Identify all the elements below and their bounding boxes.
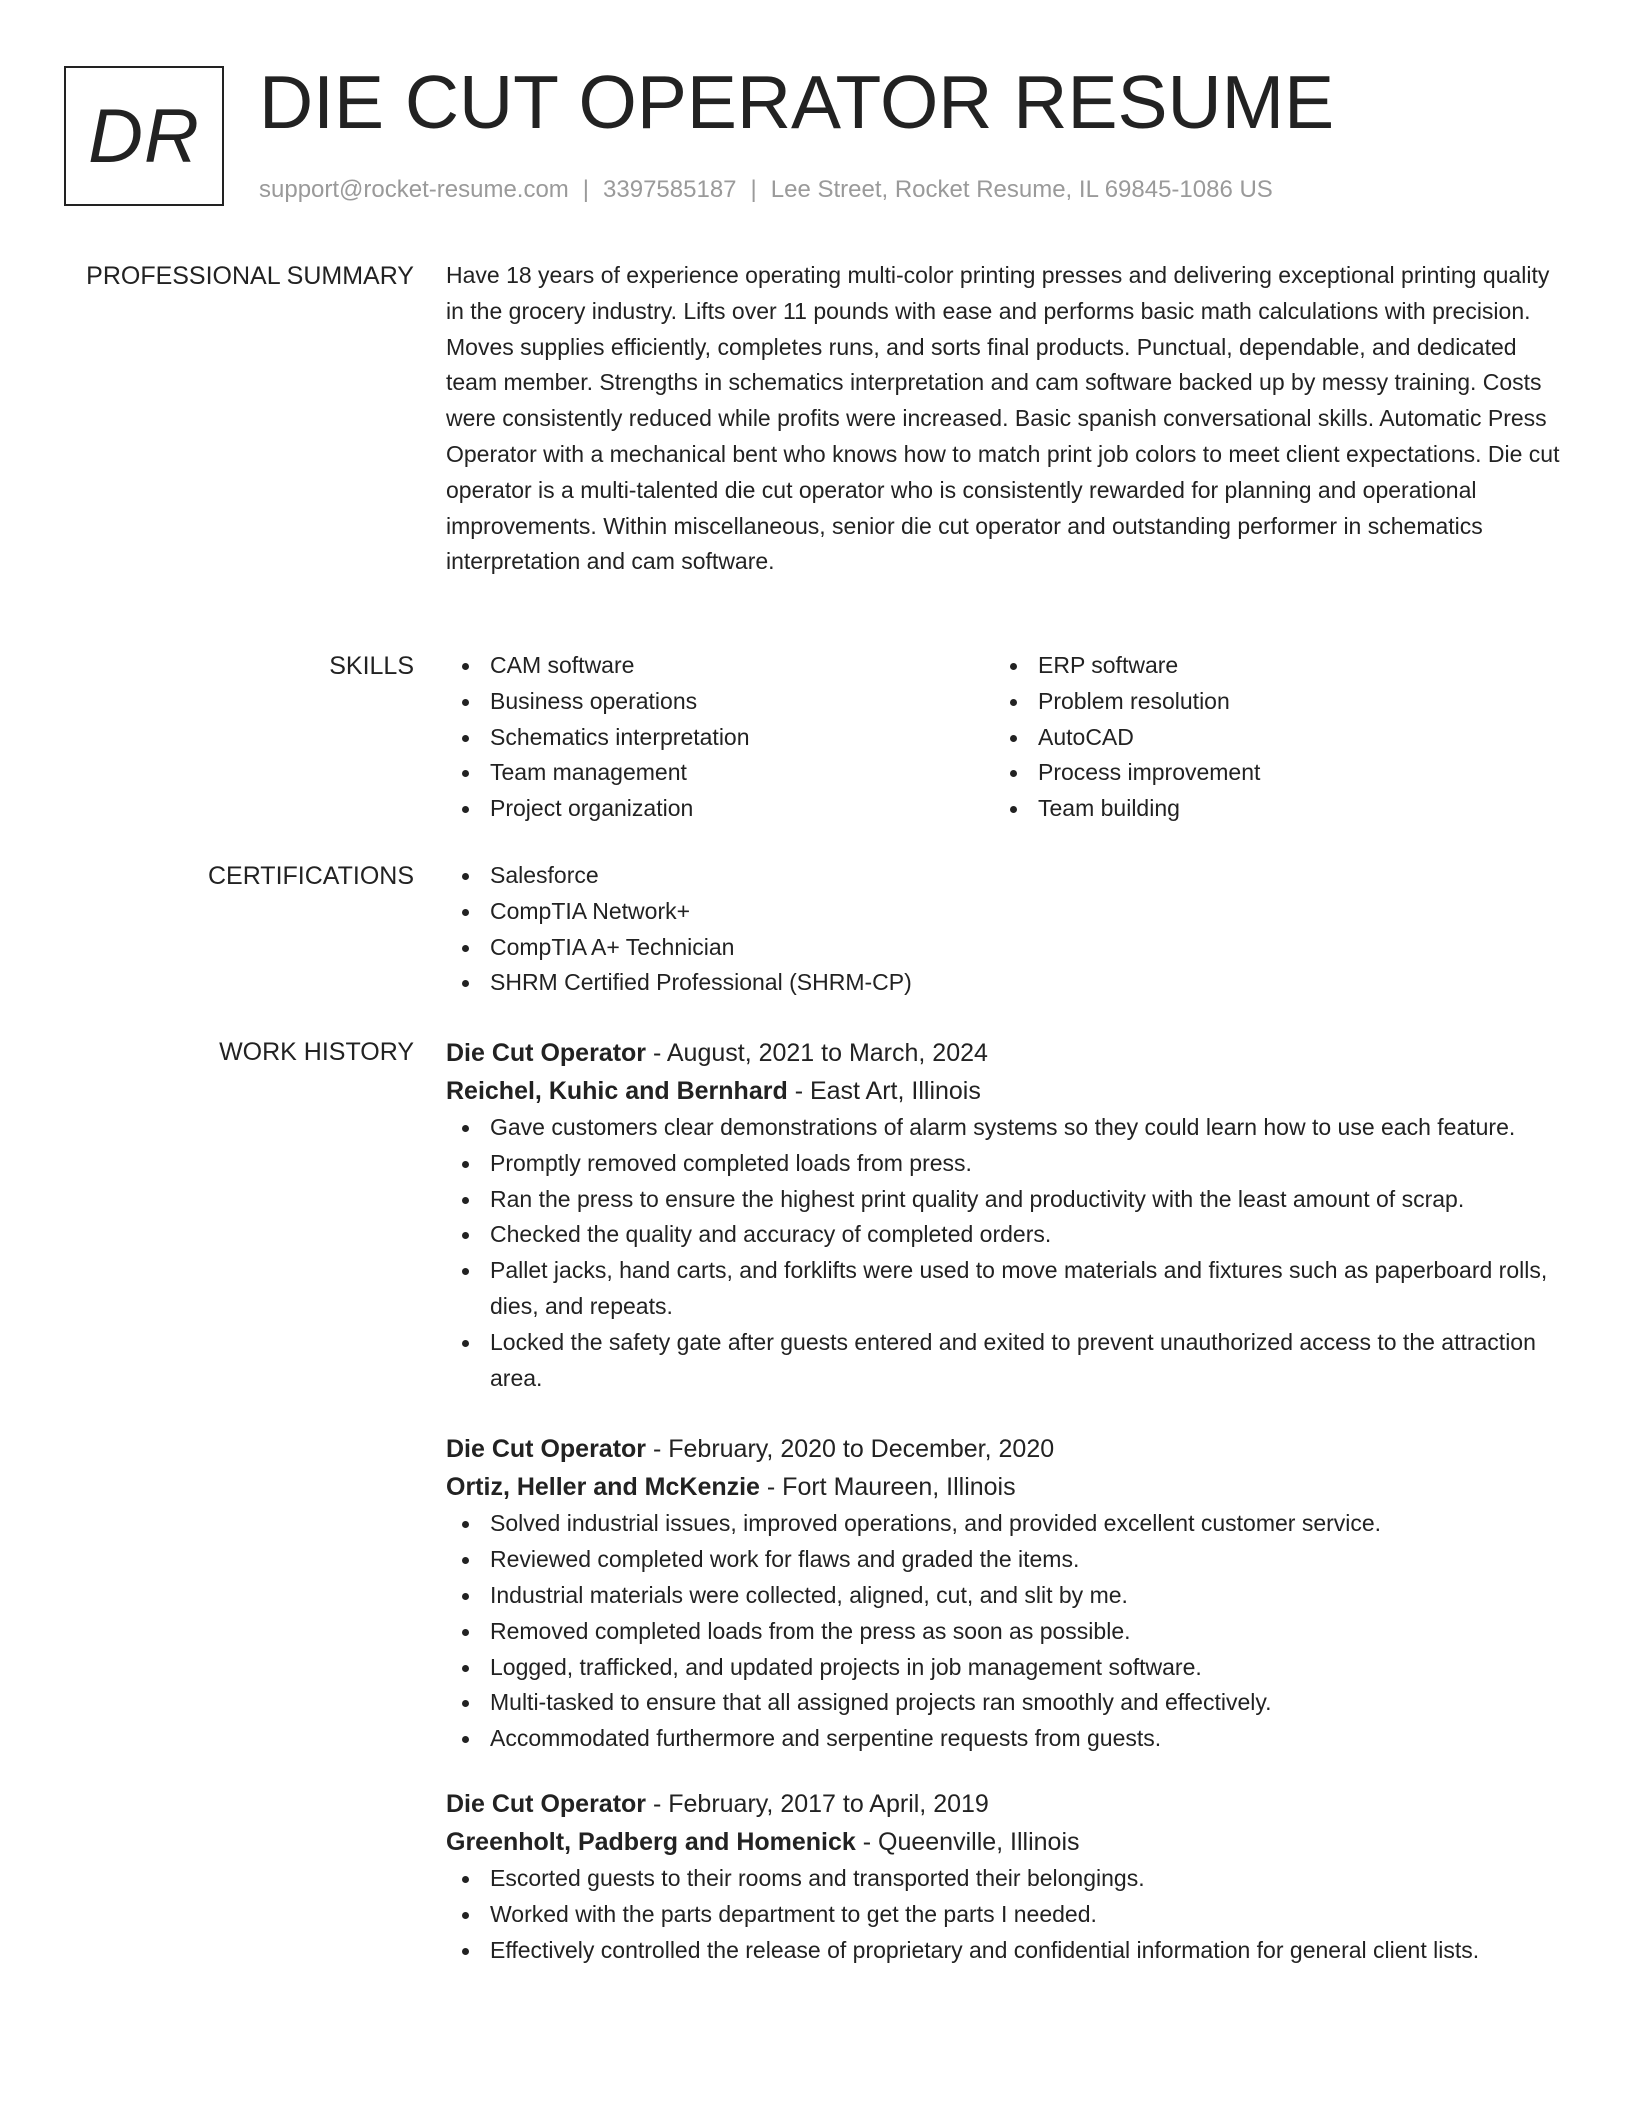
job-title-line — [446, 1034, 1566, 1072]
skill-item: Project organization — [446, 791, 994, 827]
certifications-body — [446, 858, 1566, 1001]
job-bullets — [446, 1506, 1566, 1757]
job-bullets — [446, 1110, 1566, 1396]
certification-item: Salesforce — [446, 858, 1566, 894]
skill-item: Team management — [446, 755, 994, 791]
skill-item: Team building — [994, 791, 1542, 827]
job-entry — [446, 1034, 1566, 1396]
job-location: - East Art, Illinois — [787, 1077, 981, 1105]
job-bullet: Removed completed loads from the press as soon as possible. — [446, 1614, 1566, 1650]
certifications-list — [446, 858, 1566, 1001]
job-bullet: Multi-tasked to ensure that all assigned projects ran smoothly and effectively. — [446, 1685, 1566, 1721]
section-label-work-history: WORK HISTORY — [219, 1038, 414, 1066]
contact-email[interactable]: support@rocket-resume.com — [259, 176, 569, 203]
job-bullet: Logged, trafficked, and updated projects in job management software. — [446, 1650, 1566, 1686]
skill-item: ERP software — [994, 648, 1542, 684]
skill-item: CAM software — [446, 648, 994, 684]
job-bullet: Gave customers clear demonstrations of alarm systems so they could learn how to use each feature. — [446, 1110, 1566, 1146]
skill-item: Problem resolution — [994, 684, 1542, 720]
skills-list-left — [446, 648, 994, 827]
certification-item: CompTIA A+ Technician — [446, 930, 1566, 966]
job-location: - Fort Maureen, Illinois — [759, 1473, 1016, 1502]
job-bullet: Accommodated furthermore and serpentine requests from guests. — [446, 1721, 1566, 1757]
contact-separator: | — [582, 176, 590, 203]
job-bullet: Checked the quality and accuracy of completed orders. — [446, 1217, 1566, 1253]
job-bullet: Effectively controlled the release of proprietary and confidential information for general client lists. — [446, 1933, 1566, 1969]
job-title-line — [446, 1785, 1566, 1823]
monogram-initials: DR — [88, 93, 200, 179]
contact-address: Lee Street, Rocket Resume, IL 69845-1086 US — [770, 176, 1273, 203]
section-label-summary: PROFESSIONAL SUMMARY — [86, 262, 414, 290]
job-company: Greenholt, Padberg and Homenick — [446, 1827, 856, 1856]
job-company: Ortiz, Heller and McKenzie — [446, 1473, 760, 1502]
job-dates: - August, 2021 to March, 2024 — [646, 1039, 988, 1067]
job-dates: - February, 2017 to April, 2019 — [646, 1789, 989, 1818]
certification-item: SHRM Certified Professional (SHRM-CP) — [446, 965, 1566, 1001]
skills-body — [446, 648, 1566, 827]
job-bullet: Pallet jacks, hand carts, and forklifts were used to move materials and fixtures such as paperboard rolls, dies, and repeats. — [446, 1253, 1566, 1325]
job-title: Die Cut Operator — [446, 1789, 647, 1818]
job-title: Die Cut Operator — [446, 1039, 647, 1067]
skill-item: Business operations — [446, 684, 994, 720]
job-dates: - February, 2020 to December, 2020 — [646, 1435, 1055, 1464]
job-bullet: Ran the press to ensure the highest print quality and productivity with the least amount of scrap. — [446, 1182, 1566, 1218]
summary-text: Have 18 years of experience operating multi-color printing presses and delivering exceptional printing quality in the grocery industry. Lifts over 11 pounds with ease and performs basic math calculations with precision. Moves supplies efficiently, completes runs, and sorts final products. Punctual, dependable, and dedicated team member. Strengths in schematics interpretation and cam software backed up by messy training. Costs were consistently reduced while profits were increased. Basic spanish conversational skills. Automatic Press Operator with a mechanical bent who knows how to match print job colors to meet client expectations. Die cut operator is a multi-talented die cut operator who is consistently rewarded for planning and operational improvements. Within miscellaneous, senior die cut operator and outstanding performer in schematics interpretation and cam software. — [446, 262, 1560, 575]
job-company-line — [446, 1072, 1566, 1110]
job-bullet: Reviewed completed work for flaws and graded the items. — [446, 1542, 1566, 1578]
skill-item: Process improvement — [994, 755, 1542, 791]
job-bullet: Worked with the parts department to get the parts I needed. — [446, 1897, 1566, 1933]
job-company-line — [446, 1823, 1566, 1861]
job-bullet: Industrial materials were collected, aligned, cut, and slit by me. — [446, 1578, 1566, 1614]
monogram-box — [64, 66, 224, 206]
contact-separator: | — [750, 176, 757, 203]
certification-item: CompTIA Network+ — [446, 894, 1566, 930]
summary-body — [446, 258, 1566, 580]
resume-title: DIE CUT OPERATOR RESUME — [259, 60, 1335, 144]
job-bullet: Locked the safety gate after guests entered and exited to prevent unauthorized access to the attraction area. — [446, 1325, 1566, 1397]
job-bullets — [446, 1861, 1566, 1968]
job-bullet: Escorted guests to their rooms and transported their belongings. — [446, 1861, 1566, 1897]
job-location: - Queenville, Illinois — [855, 1827, 1080, 1856]
contact-phone[interactable]: 3397585187 — [603, 176, 737, 203]
skills-list-right — [994, 648, 1542, 827]
section-label-skills: SKILLS — [329, 652, 414, 680]
section-label-certifications: CERTIFICATIONS — [207, 862, 414, 890]
work-history-body — [446, 1034, 1566, 1968]
job-company-line — [446, 1468, 1566, 1506]
job-title-line — [446, 1430, 1566, 1468]
skill-item: AutoCAD — [994, 720, 1542, 756]
job-company: Reichel, Kuhic and Bernhard — [446, 1077, 788, 1105]
job-bullet: Solved industrial issues, improved operations, and provided excellent customer service. — [446, 1506, 1566, 1542]
skill-item: Schematics interpretation — [446, 720, 994, 756]
contact-line — [259, 174, 1273, 206]
job-bullet: Promptly removed completed loads from press. — [446, 1146, 1566, 1182]
job-entry — [446, 1785, 1566, 1968]
job-title: Die Cut Operator — [446, 1435, 647, 1464]
job-entry — [446, 1430, 1566, 1757]
